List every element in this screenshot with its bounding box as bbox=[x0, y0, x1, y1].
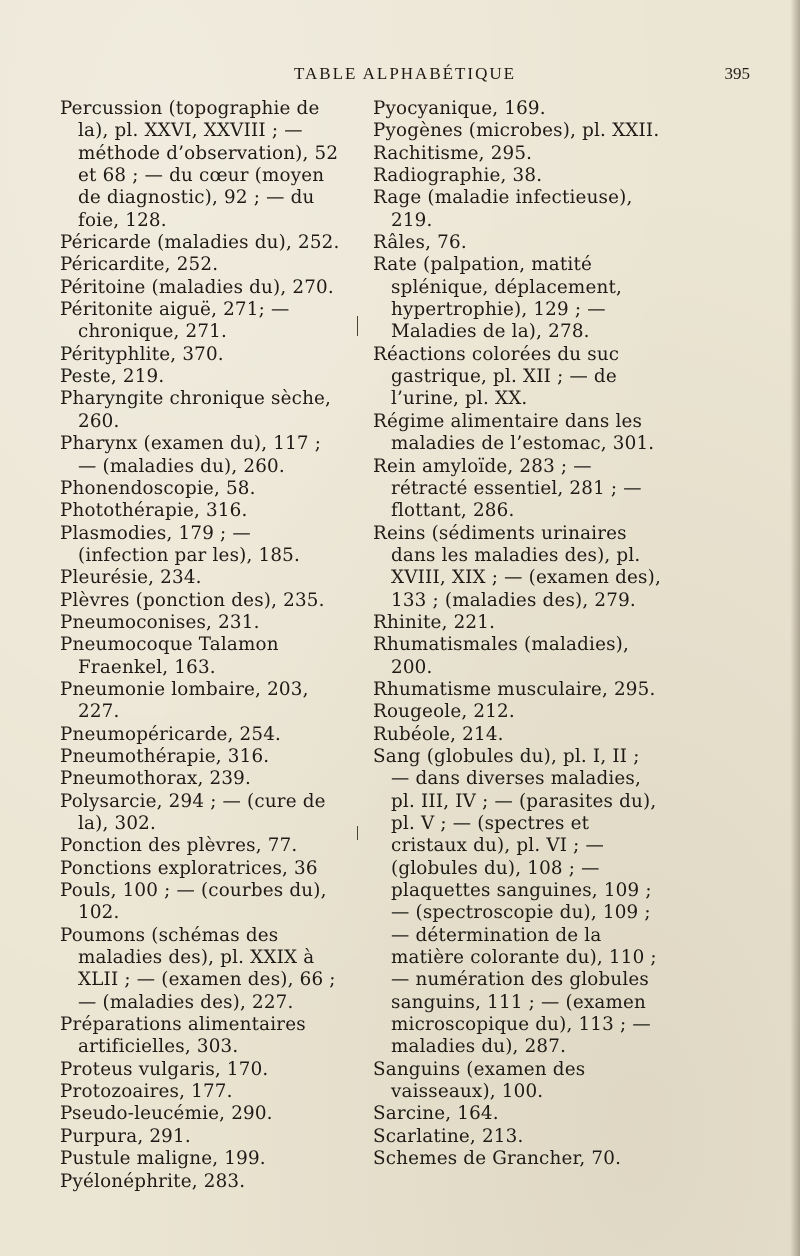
index-entry: Phonendoscopie, 58. bbox=[60, 477, 256, 499]
index-entry: Péricardite, 252. bbox=[60, 254, 219, 276]
index-entry: Photothérapie, 316. bbox=[60, 500, 248, 522]
index-entry: Ponctions exploratrices, 36 bbox=[60, 857, 318, 879]
index-entry: Purpura, 291. bbox=[60, 1125, 191, 1147]
index-column-left bbox=[60, 98, 344, 1193]
index-entry: Pustule maligne, 199. bbox=[60, 1148, 266, 1170]
index-entry: Pneumonie lombaire, 203, 227. bbox=[60, 678, 309, 723]
index-entry: Rage (maladie infectieuse), 219. bbox=[373, 187, 633, 231]
index-entry: Pneumothorax, 239. bbox=[60, 768, 252, 790]
index-entry: Réactions colorées du suc gastrique, pl. XII ; — de l’urine, pl. XX. bbox=[373, 343, 620, 410]
index-entry: Pérityphlite, 370. bbox=[60, 343, 224, 365]
index-entry: Préparations alimentaires artificielles, 303. bbox=[60, 1014, 306, 1058]
index-entry: Scarlatine, 213. bbox=[373, 1125, 524, 1147]
index-entry: Polysarcie, 294 ; — (cure de la), 302. bbox=[60, 790, 326, 834]
column-divider-mark bbox=[357, 316, 358, 336]
index-entry: Péritoine (maladies du), 270. bbox=[60, 276, 334, 298]
index-entry: Rachitisme, 295. bbox=[373, 142, 533, 164]
index-entry: Rein amyloïde, 283 ; — rétracté essentiel, 281 ; — flottant, 286. bbox=[373, 455, 642, 522]
index-entry: Schemes de Grancher, 70. bbox=[373, 1148, 622, 1170]
page-number: 395 bbox=[724, 64, 750, 83]
page-spine-shadow bbox=[790, 0, 800, 1256]
index-entry: Pharyngite chronique sèche, 260. bbox=[60, 388, 332, 432]
running-head bbox=[60, 64, 750, 88]
index-entry: Pseudo-leucémie, 290. bbox=[60, 1103, 273, 1125]
index-entry: Ponction des plèvres, 77. bbox=[60, 835, 298, 857]
index-entry: Plasmodies, 179 ; — (infection par les), 185. bbox=[60, 522, 301, 566]
index-entry: Rhumatismales (maladies), 200. bbox=[373, 634, 630, 678]
index-entry: Pneumoconises, 231. bbox=[60, 611, 260, 633]
index-entry: Pneumocoque Talamon Fraenkel, 163. bbox=[60, 634, 279, 678]
index-entry: Peste, 219. bbox=[60, 366, 165, 388]
index-entry: Péricarde (maladies du), 252. bbox=[60, 232, 340, 254]
index-entry: Péritonite aiguë, 271; — chronique, 271. bbox=[60, 299, 290, 343]
index-entry: Sanguins (examen des vaisseaux), 100. bbox=[373, 1058, 586, 1103]
index-entry: Pleurésie, 234. bbox=[60, 567, 202, 589]
index-entry: Rhinite, 221. bbox=[373, 611, 496, 633]
index-entry: Pyogènes (microbes), pl. XXII. bbox=[373, 120, 660, 142]
index-entry: Proteus vulgaris, 170. bbox=[60, 1058, 269, 1080]
index-entry: Rate (palpation, matité splénique, déplacement, hypertrophie), 129 ; — Maladies de la), 278. bbox=[373, 254, 622, 343]
index-entry: Sarcine, 164. bbox=[373, 1103, 499, 1125]
index-entry: Percussion (topographie de la), pl. XXVI, XXVIII ; — méthode d’observation), 52 et 68 ; — du cœur (moyen de diagnostic), 92 ; — du foie, 128. bbox=[60, 98, 339, 231]
index-entry: Rubéole, 214. bbox=[373, 723, 504, 745]
index-entry: Pneumothérapie, 316. bbox=[60, 745, 270, 767]
index-entry: Poumons (schémas des maladies des), pl. XXIX à XLII ; — (examen des), 66 ; — (maladies des), 227. bbox=[60, 924, 336, 1013]
index-entry: Régime alimentaire dans les maladies de l’estomac, 301. bbox=[373, 410, 655, 455]
index-entry: Pharynx (examen du), 117 ; — (maladies du), 260. bbox=[60, 433, 322, 477]
index-column-right bbox=[373, 98, 663, 1171]
index-entry: Rhumatisme musculaire, 295. bbox=[373, 678, 656, 700]
column-divider-mark-lower bbox=[357, 826, 358, 840]
index-entry: Pyélonéphrite, 283. bbox=[60, 1170, 246, 1192]
index-entry: Sang (globules du), pl. I, II ; — dans diverses maladies, pl. III, IV ; — (parasites du), pl. V ; — (spectres et cristaux du), pl. VI ; — (globules du), 108 ; — plaquettes sanguines, 109 ; — (spectroscopie du), 109 ; — détermination de la matière colorante du), 110 ; — numération des globules sanguins, 111 ; — (examen microscopique du), 113 ; — maladies du), 287. bbox=[373, 745, 657, 1058]
index-entry: Pyocyanique, 169. bbox=[373, 98, 546, 119]
index-entry: Pneumopéricarde, 254. bbox=[60, 723, 282, 745]
running-head-title: TABLE ALPHABÉTIQUE bbox=[293, 64, 517, 83]
index-entry: Pouls, 100 ; — (courbes du), 102. bbox=[60, 880, 327, 924]
index-entry: Reins (sédiments urinaires dans les maladies des), pl. XVIII, XIX ; — (examen des), 133 ; (maladies des), 279. bbox=[373, 522, 661, 611]
index-entry: Radiographie, 38. bbox=[373, 165, 543, 187]
index-entry: Rougeole, 212. bbox=[373, 701, 515, 723]
index-entry: Plèvres (ponction des), 235. bbox=[60, 589, 325, 611]
index-entry: Râles, 76. bbox=[373, 232, 467, 254]
index-entry: Protozoaires, 177. bbox=[60, 1081, 233, 1103]
